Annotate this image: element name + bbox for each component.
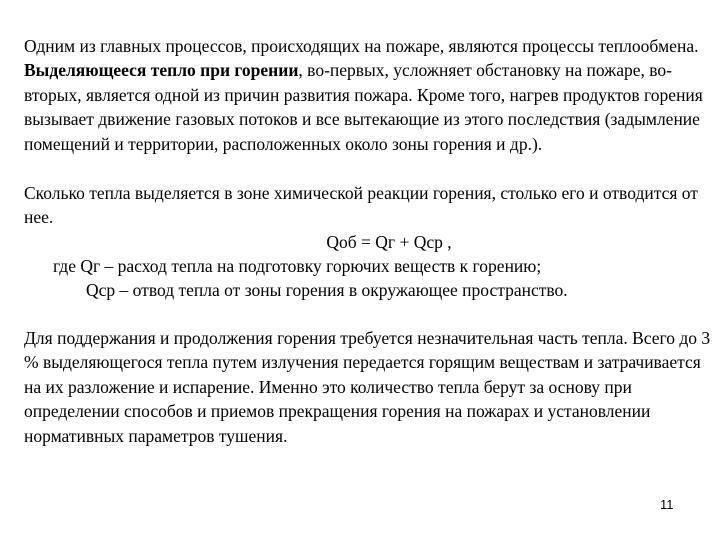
paragraph-heat-balance: Сколько тепла выделяется в зоне химической реакции горения, столько его и отводится от нее.: [24, 183, 698, 228]
page-number: 11: [660, 497, 674, 512]
formula-definition-qsr: Qср – отвод тепла от зоны горения в окружающее пространство.: [86, 280, 568, 300]
bold-phrase: Выделяющееся тепло при горении: [24, 60, 299, 81]
paragraph-combustion-support: Для поддержания и продолжения горения требуется незначительная часть тепла. Всего до 3 % выделяющегося тепла путем излучения передается горящим веществам и затрачивается на их разложение и испарение. Именно это количество тепла берут за основу при определении способов и приемов прекращения горения на пожарах и установлении нормативных параметров тушения.: [24, 328, 711, 446]
formula-definition-qg: где Qг – расход тепла на подготовку горючих веществ к горению;: [53, 256, 542, 276]
paragraph-heat-exchange: [24, 34, 718, 156]
paragraph-rest: , во-первых, усложняет обстановку на пожаре, во-вторых, является одной из причин развития пожара. Кроме того, нагрев продуктов горения вызывает движение газовых потоков и все вытекающие из этого последствия (задымление помещений и территории, расположенных около зоны горения и др.).: [24, 60, 703, 154]
formula: Qоб = Qг + Qср ,: [326, 232, 452, 252]
paragraph-intro: Одним из главных процессов, происходящих на пожаре, являются процессы теплообмена.: [24, 36, 699, 56]
